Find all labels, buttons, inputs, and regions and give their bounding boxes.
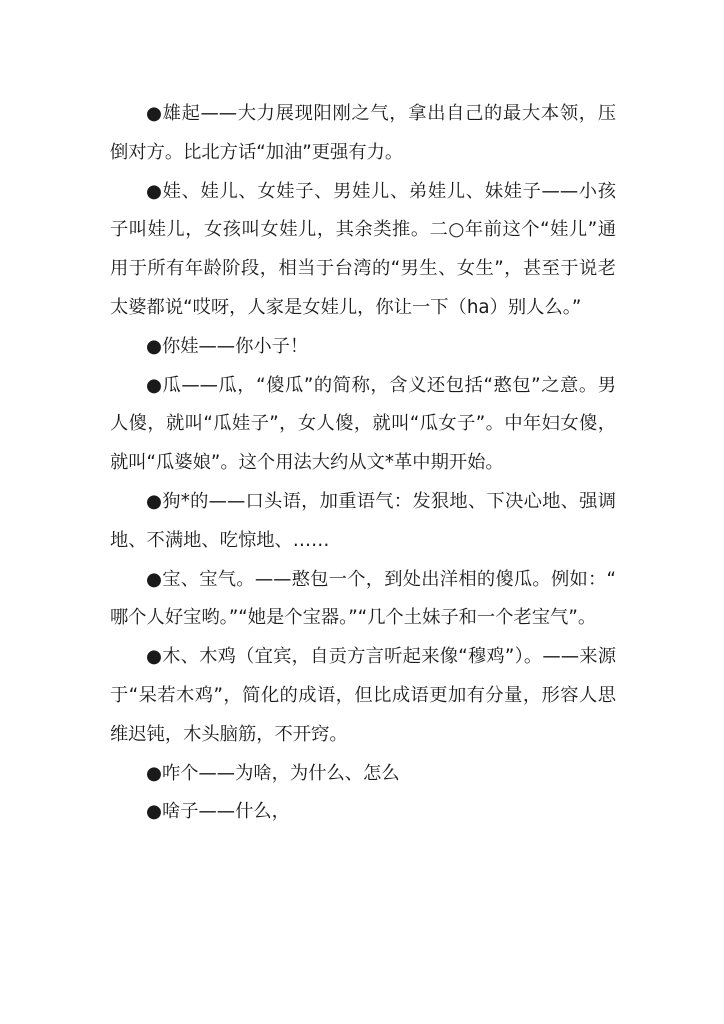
entry-mu: ●木、木鸡（宜宾，自贡方言听起来像“穆鸡”）。——来源于“呆若木鸡”，简化的成语，但比成语更加有分量，形容人思维迟钝，木头脑筋，不开窍。 bbox=[110, 646, 616, 745]
entry-bao: ●宝、宝气。——憨包一个，到处出洋相的傻瓜。例如：“哪个人好宝哟。”“她是个宝器。”“几个土妹子和一个老宝气”。 bbox=[110, 568, 616, 629]
entry-gou-de: ●狗*的——口头语，加重语气：发狠地、下决心地、强调地、不满地、吃惊地、…… bbox=[110, 490, 616, 551]
entry-gua: ●瓜——瓜，“傻瓜”的简称，含义还包括“憨包”之意。男人傻，就叫“瓜娃子”，女人傻，就叫“瓜女子”。中年妇女傻，就叫“瓜婆娘”。这个用法大约从文*革中期开始。 bbox=[110, 374, 616, 474]
entry-shazi: ●啥子——什么， bbox=[146, 801, 290, 823]
entry-niwa: ●你娃——你小子！ bbox=[146, 335, 309, 357]
entry-zage: ●咋个——为啥，为什么、怎么 bbox=[146, 762, 400, 784]
entry-wa: ●娃、娃儿、女娃子、男娃儿、弟娃儿、妹娃子——小孩子叫娃儿，女孩叫女娃儿，其余类推。二○年前这个“娃儿”通用于所有年龄阶段，相当于台湾的“男生、女生”，甚至于说老太婆都说“哎呀，人家是女娃儿，你让一下（ha）别人么。” bbox=[110, 180, 616, 318]
entry-xiongqi: ●雄起——大力展现阳刚之气，拿出自己的最大本领，压倒对方。比北方话“加油”更强有力。 bbox=[110, 103, 616, 163]
document-body bbox=[110, 95, 616, 832]
